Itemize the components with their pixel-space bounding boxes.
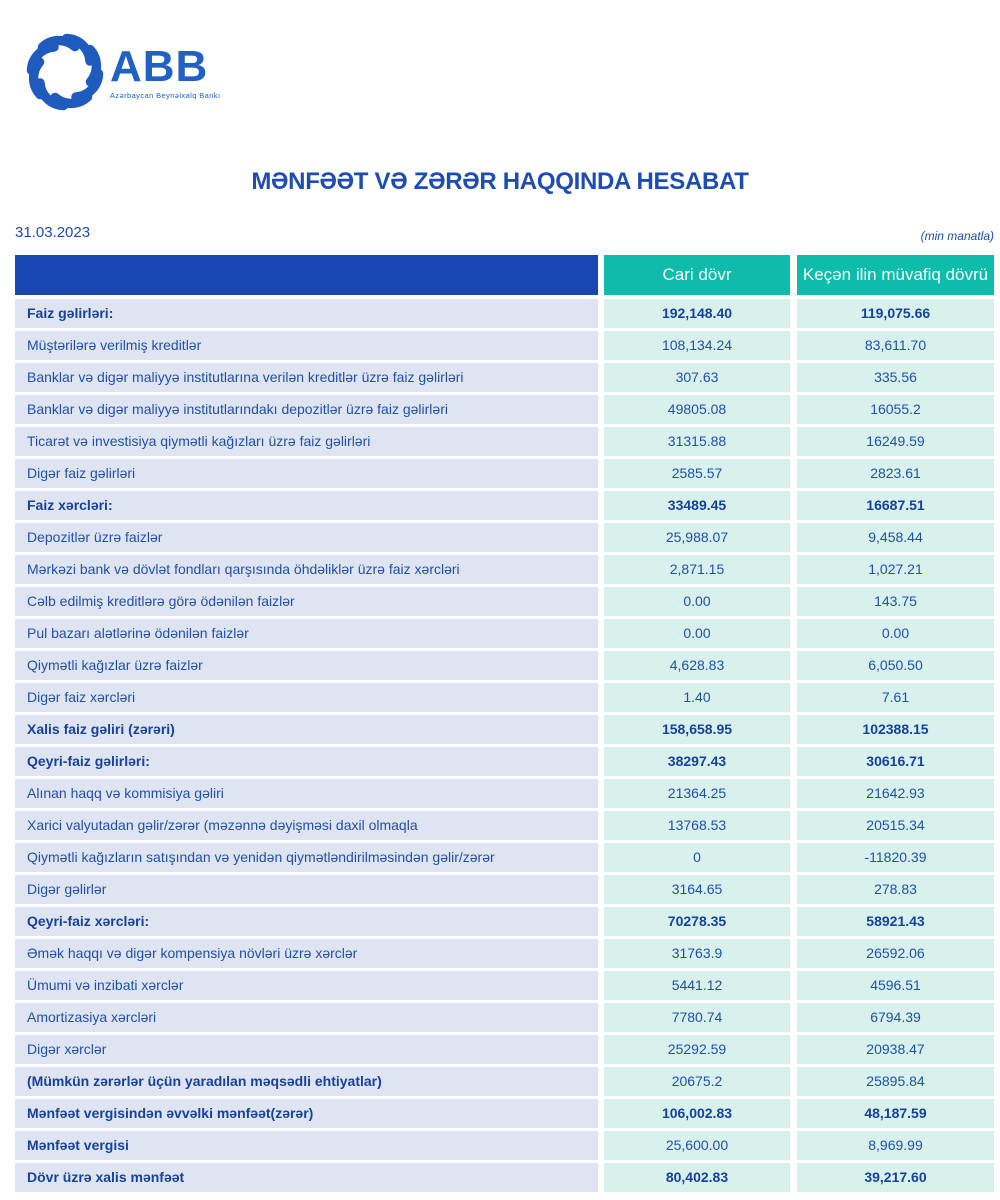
row-label: Digər xərclər bbox=[15, 1035, 598, 1064]
table-row bbox=[15, 843, 995, 872]
row-current-value: 1.40 bbox=[604, 683, 790, 712]
table-row bbox=[15, 875, 995, 904]
row-current-value: 2585.57 bbox=[604, 459, 790, 488]
row-current-value: 25,988.07 bbox=[604, 523, 790, 552]
row-label: Qiymətli kağızların satışından və yenidən qiymətləndirilməsindən gəlir/zərər bbox=[15, 843, 598, 872]
table-row bbox=[15, 523, 995, 552]
row-previous-value: 20938.47 bbox=[797, 1035, 994, 1064]
row-previous-value: 1,027.21 bbox=[797, 555, 994, 584]
table-row bbox=[15, 1003, 995, 1032]
row-current-value: 3164.65 bbox=[604, 875, 790, 904]
row-current-value: 0 bbox=[604, 843, 790, 872]
row-current-value: 0.00 bbox=[604, 587, 790, 616]
row-previous-value: 143.75 bbox=[797, 587, 994, 616]
table-row bbox=[15, 715, 995, 744]
row-label: Müştərilərə verilmiş kreditlər bbox=[15, 331, 598, 360]
table-row bbox=[15, 971, 995, 1000]
row-previous-value: 25895.84 bbox=[797, 1067, 994, 1096]
row-previous-value: 6,050.50 bbox=[797, 651, 994, 680]
row-previous-value: 119,075.66 bbox=[797, 299, 994, 328]
row-current-value: 307.63 bbox=[604, 363, 790, 392]
row-previous-value: 30616.71 bbox=[797, 747, 994, 776]
row-previous-value: -11820.39 bbox=[797, 843, 994, 872]
row-label: Pul bazarı alətlərinə ödənilən faizlər bbox=[15, 619, 598, 648]
row-current-value: 7780.74 bbox=[604, 1003, 790, 1032]
table-header-row bbox=[15, 255, 995, 295]
table-row bbox=[15, 939, 995, 968]
header-blank-cell bbox=[15, 255, 598, 295]
row-previous-value: 8,969.99 bbox=[797, 1131, 994, 1160]
table-body bbox=[15, 299, 995, 1192]
row-current-value: 31315.88 bbox=[604, 427, 790, 456]
row-label: Banklar və digər maliyyə institutlarındakı depozitlər üzrə faiz gəlirləri bbox=[15, 395, 598, 424]
row-previous-value: 4596.51 bbox=[797, 971, 994, 1000]
row-label: Ticarət və investisiya qiymətli kağızları üzrə faiz gəlirləri bbox=[15, 427, 598, 456]
bank-logo bbox=[26, 33, 220, 111]
row-previous-value: 16687.51 bbox=[797, 491, 994, 520]
table-row bbox=[15, 619, 995, 648]
row-label: Qeyri-faiz gəlirləri: bbox=[15, 747, 598, 776]
row-previous-value: 0.00 bbox=[797, 619, 994, 648]
row-current-value: 192,148.40 bbox=[604, 299, 790, 328]
row-current-value: 108,134.24 bbox=[604, 331, 790, 360]
row-label: Xarici valyutadan gəlir/zərər (məzənnə dəyişməsi daxil olmaqla bbox=[15, 811, 598, 840]
row-label: (Mümkün zərərlər üçün yaradılan məqsədli ehtiyatlar) bbox=[15, 1067, 598, 1096]
unit-note: (min manatla) bbox=[920, 229, 994, 243]
row-current-value: 49805.08 bbox=[604, 395, 790, 424]
row-current-value: 158,658.95 bbox=[604, 715, 790, 744]
row-label: Xalis faiz gəliri (zərəri) bbox=[15, 715, 598, 744]
row-label: Mənfəət vergisindən əvvəlki mənfəət(zərər) bbox=[15, 1099, 598, 1128]
row-previous-value: 278.83 bbox=[797, 875, 994, 904]
brand-tagline: Azərbaycan Beynəlxalq Bankı bbox=[110, 90, 221, 100]
row-label: Ümumi və inzibati xərclər bbox=[15, 971, 598, 1000]
row-label: Banklar və digər maliyyə institutlarına verilən kreditlər üzrə faiz gəlirləri bbox=[15, 363, 598, 392]
table-row bbox=[15, 811, 995, 840]
profit-loss-table bbox=[15, 255, 995, 1195]
row-label: Mərkəzi bank və dövlət fondları qarşısında öhdəliklər üzrə faiz xərcləri bbox=[15, 555, 598, 584]
row-label: Faiz xərcləri: bbox=[15, 491, 598, 520]
row-current-value: 25,600.00 bbox=[604, 1131, 790, 1160]
row-previous-value: 39,217.60 bbox=[797, 1163, 994, 1192]
table-row bbox=[15, 363, 995, 392]
abb-swirl-icon bbox=[26, 33, 104, 111]
table-row bbox=[15, 683, 995, 712]
table-row bbox=[15, 1131, 995, 1160]
row-label: Depozitlər üzrə faizlər bbox=[15, 523, 598, 552]
table-row bbox=[15, 331, 995, 360]
row-label: Qeyri-faiz xərcləri: bbox=[15, 907, 598, 936]
row-current-value: 20675.2 bbox=[604, 1067, 790, 1096]
row-current-value: 106,002.83 bbox=[604, 1099, 790, 1128]
table-row bbox=[15, 747, 995, 776]
row-current-value: 5441.12 bbox=[604, 971, 790, 1000]
table-row bbox=[15, 427, 995, 456]
row-current-value: 31763.9 bbox=[604, 939, 790, 968]
row-previous-value: 9,458.44 bbox=[797, 523, 994, 552]
row-current-value: 70278.35 bbox=[604, 907, 790, 936]
row-previous-value: 58921.43 bbox=[797, 907, 994, 936]
header-current-period: Cari dövr bbox=[604, 255, 790, 295]
page-title: MƏNFƏƏT VƏ ZƏRƏR HAQQINDA HESABAT bbox=[251, 168, 749, 195]
table-row bbox=[15, 1067, 995, 1096]
report-date: 31.03.2023 bbox=[15, 224, 91, 241]
table-row bbox=[15, 907, 995, 936]
row-previous-value: 16055.2 bbox=[797, 395, 994, 424]
row-current-value: 13768.53 bbox=[604, 811, 790, 840]
row-current-value: 4,628.83 bbox=[604, 651, 790, 680]
row-label: Digər faiz xərcləri bbox=[15, 683, 598, 712]
table-row bbox=[15, 1035, 995, 1064]
row-label: Qiymətli kağızlar üzrə faizlər bbox=[15, 651, 598, 680]
row-previous-value: 20515.34 bbox=[797, 811, 994, 840]
row-current-value: 21364.25 bbox=[604, 779, 790, 808]
table-row bbox=[15, 779, 995, 808]
table-row bbox=[15, 555, 995, 584]
table-row bbox=[15, 1163, 995, 1192]
table-row bbox=[15, 491, 995, 520]
row-current-value: 25292.59 bbox=[604, 1035, 790, 1064]
row-label: Alınan haqq və kommisiya gəliri bbox=[15, 779, 598, 808]
row-label: Dövr üzrə xalis mənfəət bbox=[15, 1163, 598, 1192]
row-previous-value: 6794.39 bbox=[797, 1003, 994, 1032]
brand-name: ABB bbox=[110, 41, 209, 91]
row-current-value: 80,402.83 bbox=[604, 1163, 790, 1192]
header-previous-period: Keçən ilin müvafiq dövrü bbox=[797, 255, 994, 295]
row-previous-value: 21642.93 bbox=[797, 779, 994, 808]
row-current-value: 2,871.15 bbox=[604, 555, 790, 584]
row-previous-value: 16249.59 bbox=[797, 427, 994, 456]
row-previous-value: 83,611.70 bbox=[797, 331, 994, 360]
row-previous-value: 26592.06 bbox=[797, 939, 994, 968]
row-label: Cəlb edilmiş kreditlərə görə ödənilən faizlər bbox=[15, 587, 598, 616]
row-label: Faiz gəlirləri: bbox=[15, 299, 598, 328]
row-previous-value: 102388.15 bbox=[797, 715, 994, 744]
logo-text bbox=[110, 41, 221, 100]
row-previous-value: 7.61 bbox=[797, 683, 994, 712]
row-label: Amortizasiya xərcləri bbox=[15, 1003, 598, 1032]
row-label: Əmək haqqı və digər kompensiya növləri üzrə xərclər bbox=[15, 939, 598, 968]
row-previous-value: 48,187.59 bbox=[797, 1099, 994, 1128]
table-row bbox=[15, 459, 995, 488]
table-row bbox=[15, 651, 995, 680]
table-row bbox=[15, 299, 995, 328]
row-label: Digər gəlirlər bbox=[15, 875, 598, 904]
row-current-value: 38297.43 bbox=[604, 747, 790, 776]
row-previous-value: 2823.61 bbox=[797, 459, 994, 488]
table-row bbox=[15, 1099, 995, 1128]
row-current-value: 0.00 bbox=[604, 619, 790, 648]
row-label: Mənfəət vergisi bbox=[15, 1131, 598, 1160]
row-label: Digər faiz gəlirləri bbox=[15, 459, 598, 488]
table-row bbox=[15, 395, 995, 424]
row-current-value: 33489.45 bbox=[604, 491, 790, 520]
row-previous-value: 335.56 bbox=[797, 363, 994, 392]
table-row bbox=[15, 587, 995, 616]
